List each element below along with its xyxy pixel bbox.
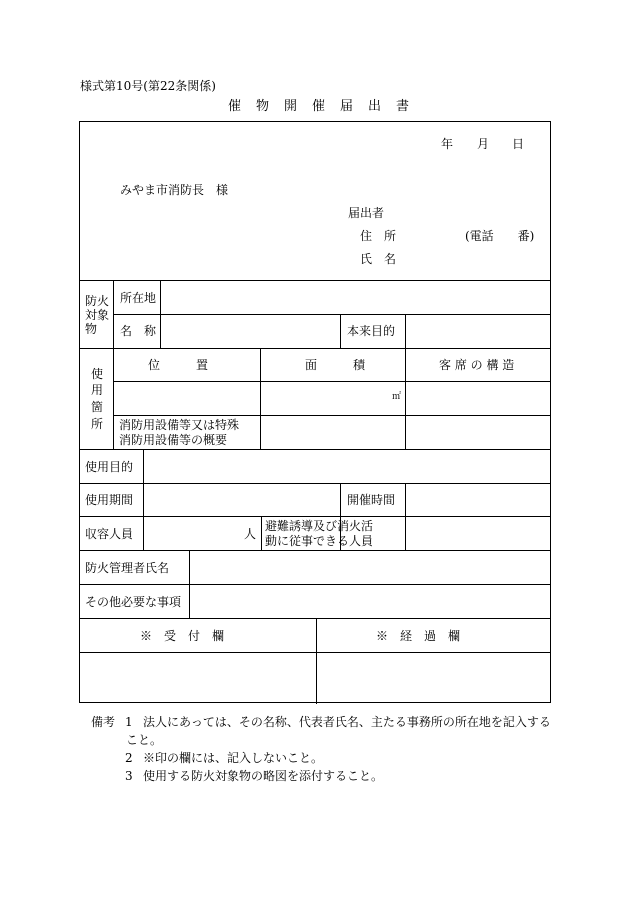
capacity-unit: 人 xyxy=(244,527,257,541)
fire-target-header-2: 対象 xyxy=(85,308,110,322)
addressee: みやま市消防長 様 xyxy=(120,183,229,197)
target-name-label: 名 称 xyxy=(120,324,157,338)
name-label: 氏 名 xyxy=(360,252,397,266)
usage-place-header-1: 使 xyxy=(91,367,104,381)
fire-target-header-3: 物 xyxy=(85,322,98,336)
location-label: 所在地 xyxy=(120,291,157,305)
address-label: 住 所 xyxy=(360,229,397,243)
phone-label: (電話 番) xyxy=(465,229,535,243)
equipment-label-2: 消防用設備等の概要 xyxy=(119,433,228,447)
date-month-label: 月 xyxy=(477,137,490,151)
event-time-label: 開催時間 xyxy=(347,493,396,507)
use-period-label: 使用期間 xyxy=(85,493,134,507)
date-day-label: 日 xyxy=(512,137,525,151)
usage-place-header-4: 所 xyxy=(91,417,104,431)
fire-manager-label: 防火管理者氏名 xyxy=(85,561,170,575)
note-1-text: 法人にあっては、その名称、代表者氏名、主たる事務所の所在地を記入する xyxy=(143,715,551,729)
note-3-text: 使用する防火対象物の略図を添付すること。 xyxy=(143,769,384,783)
use-purpose-label: 使用目的 xyxy=(85,460,134,474)
position-label: 位 置 xyxy=(148,358,209,372)
note-3-number: 3 xyxy=(125,769,133,783)
original-purpose-label: 本来目的 xyxy=(347,324,396,338)
date-year-label: 年 xyxy=(441,137,454,151)
note-1-continuation: こと。 xyxy=(126,733,163,747)
application-form xyxy=(79,121,551,703)
form-number: 様式第10号(第22条関係) xyxy=(80,79,216,93)
usage-place-header-3: 箇 xyxy=(91,400,104,414)
note-1-number: 1 xyxy=(125,715,133,729)
seating-structure-label: 客 席 の 構 造 xyxy=(439,358,515,372)
applicant-label: 届出者 xyxy=(348,206,385,220)
progress-label: ※ 経 過 欄 xyxy=(376,629,461,643)
area-unit: ㎡ xyxy=(392,392,402,402)
area-label: 面 積 xyxy=(305,358,366,372)
evacuation-label-1: 避難誘導及び消火活 xyxy=(265,519,374,533)
evacuation-label-2: 動に従事できる人員 xyxy=(265,534,374,548)
equipment-label-1: 消防用設備等又は特殊 xyxy=(119,418,240,432)
form-title: 催 物 開 催 届 出 書 xyxy=(228,99,411,114)
other-matters-label: その他必要な事項 xyxy=(85,595,182,609)
capacity-label: 収容人員 xyxy=(85,527,134,541)
note-2-number: 2 xyxy=(125,751,133,765)
notes-label: 備考 xyxy=(91,715,116,729)
reception-label: ※ 受 付 欄 xyxy=(140,629,225,643)
usage-place-header-2: 用 xyxy=(91,383,104,397)
fire-target-header-1: 防火 xyxy=(85,294,110,308)
note-2-text: ※印の欄には、記入しないこと。 xyxy=(143,751,324,765)
